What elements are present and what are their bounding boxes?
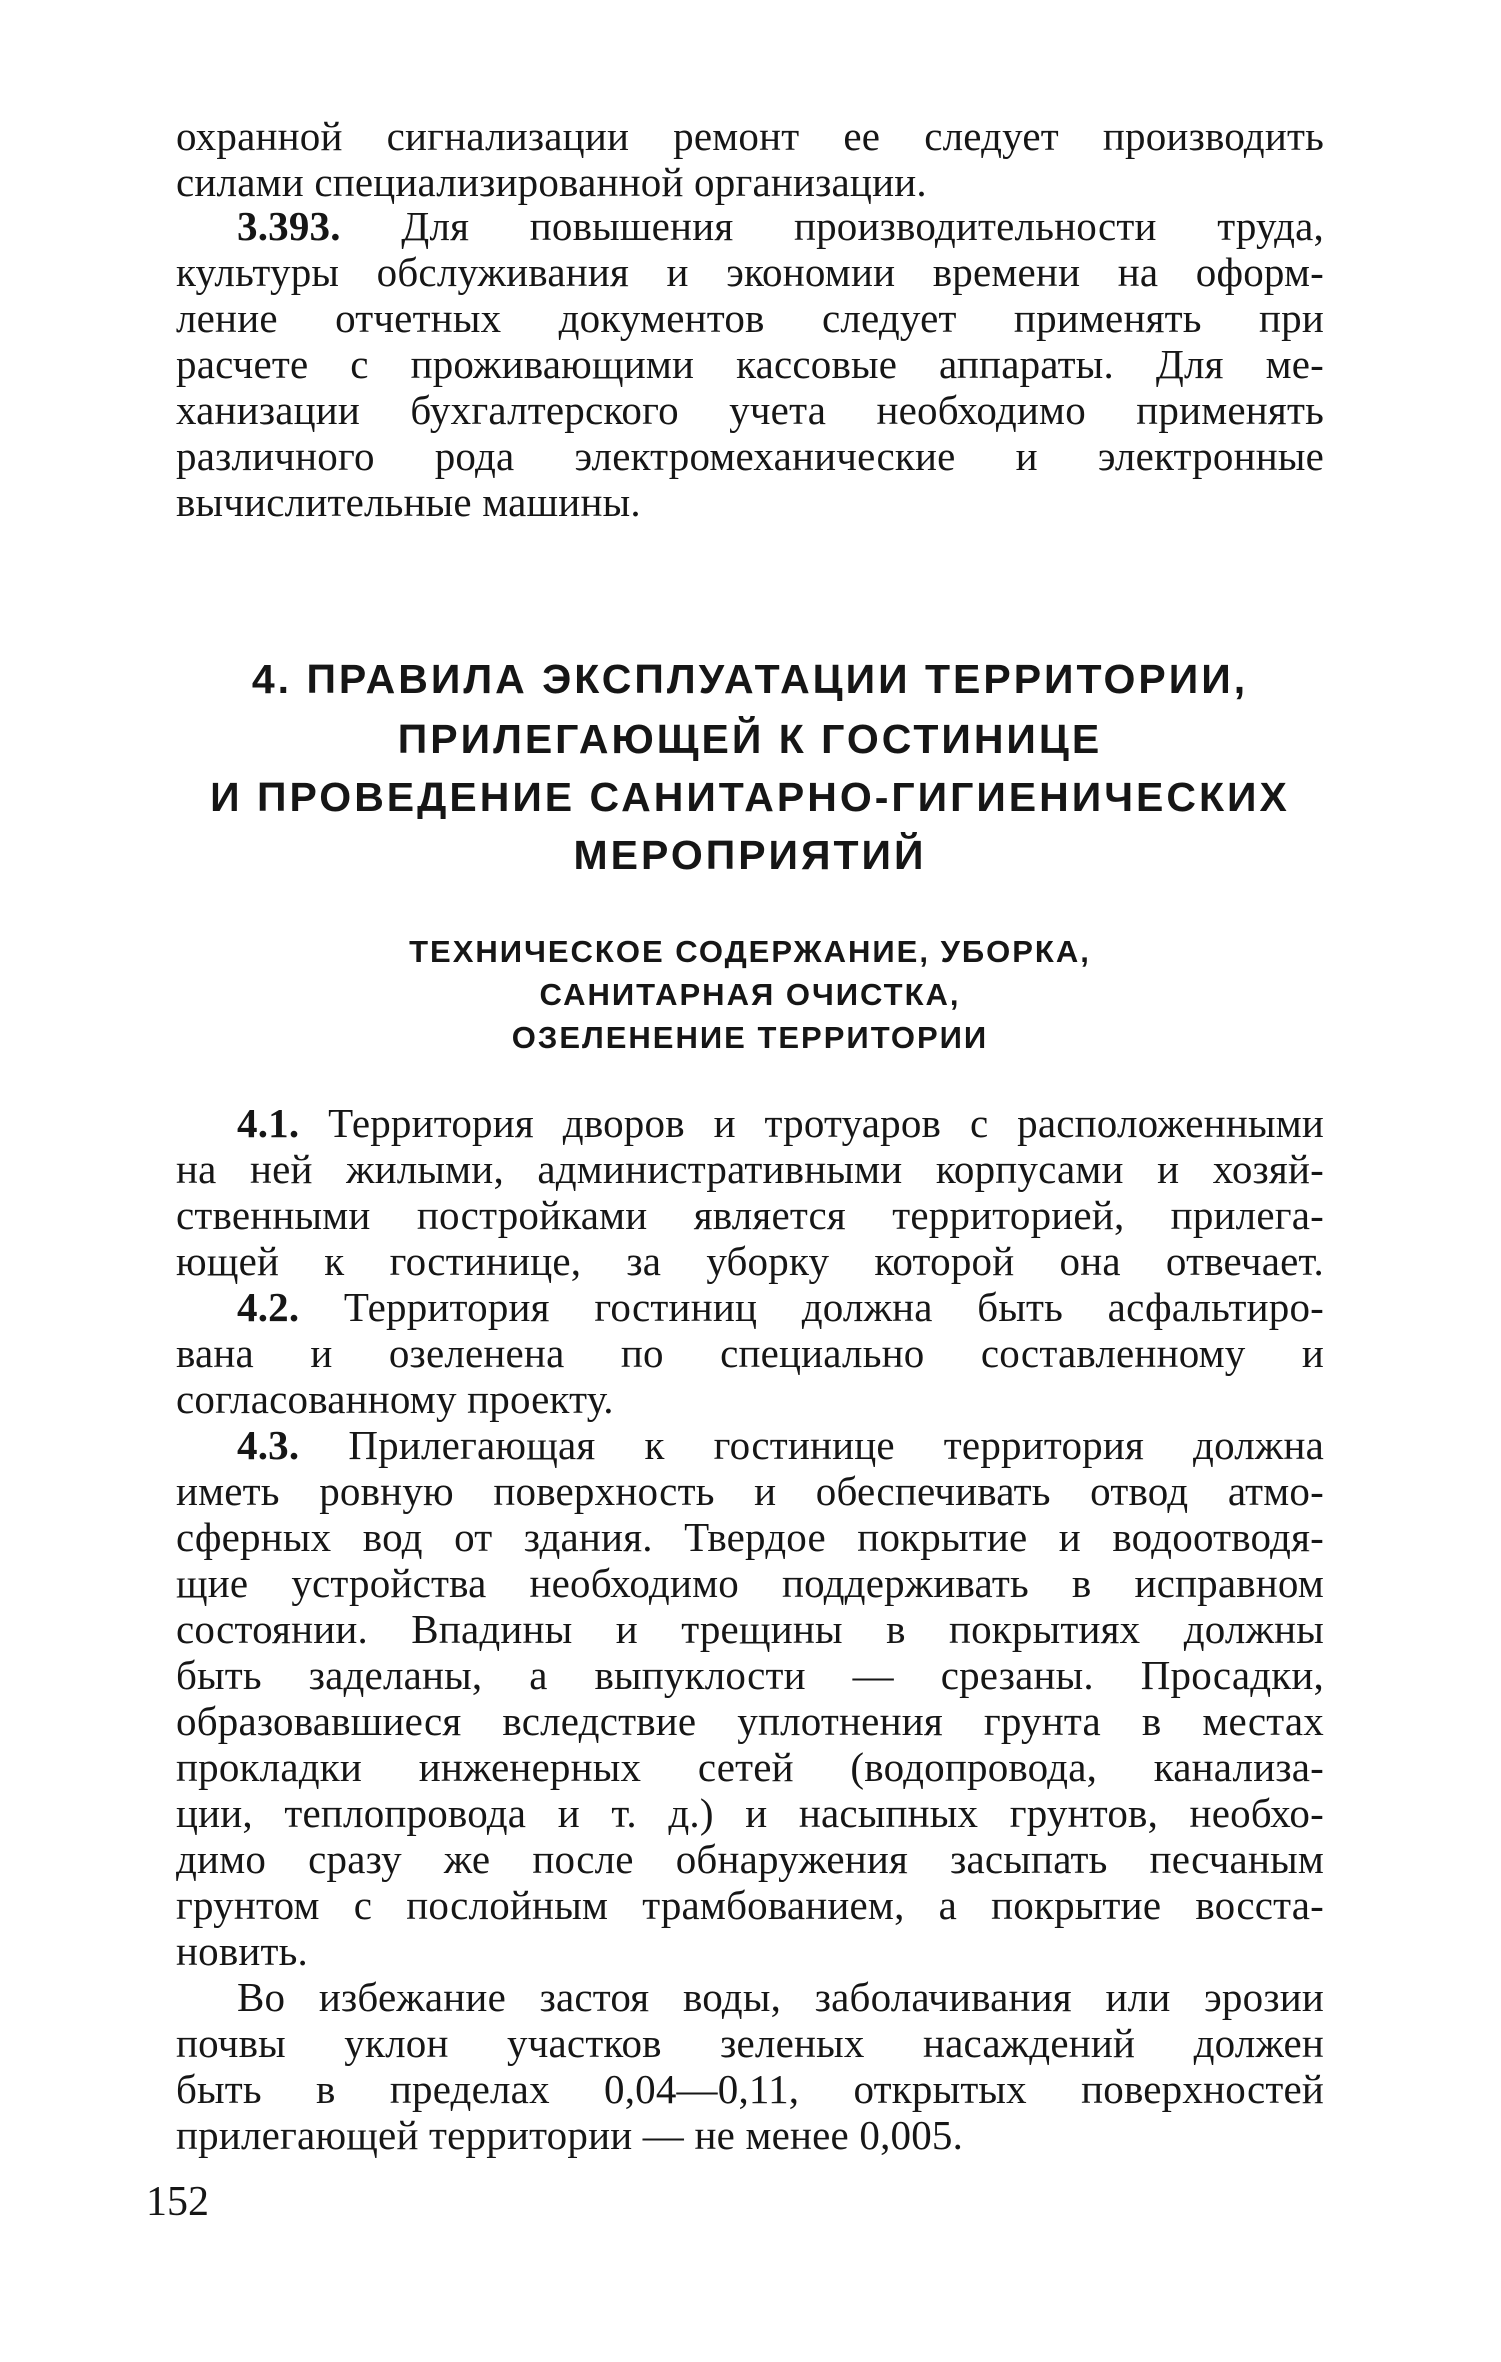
- body-text-line: согласованному проекту.: [176, 1376, 614, 1422]
- body-text-line: охранной сигнализации ремонт ее следует производить: [176, 113, 1324, 159]
- body-text-line: быть заделаны, а выпуклости — срезаны. Просадки,: [176, 1652, 1324, 1698]
- body-text-line: ции, теплопровода и т. д.) и насыпных грунтов, необхо-: [176, 1790, 1324, 1836]
- body-text-line: ющей к гостинице, за уборку которой она отвечает.: [176, 1238, 1324, 1284]
- paragraph-number: 4.2.: [237, 1284, 300, 1330]
- section-heading: САНИТАРНАЯ ОЧИСТКА,: [539, 977, 961, 1012]
- chapter-heading: И ПРОВЕДЕНИЕ САНИТАРНО-ГИГИЕНИЧЕСКИХ: [210, 774, 1290, 820]
- body-text: Для повышения производительности труда,: [401, 203, 1324, 249]
- body-text-line: прилегающей территории — не менее 0,005.: [176, 2112, 964, 2158]
- page-number: 152: [146, 2179, 209, 2225]
- paragraph-number: 4.1.: [237, 1100, 300, 1146]
- body-text-line: ление отчетных документов следует применять при: [176, 295, 1324, 341]
- body-text-line: новить.: [176, 1928, 309, 1974]
- body-text-line: расчете с проживающими кассовые аппараты. Для ме-: [176, 341, 1324, 387]
- body-text-line: вана и озеленена по специально составленному и: [176, 1330, 1324, 1376]
- paragraph-4-1-first-line: [237, 1100, 1324, 1146]
- body-text-line: на ней жилыми, административными корпусами и хозяй-: [176, 1146, 1324, 1192]
- paragraph-4-2-first-line: [237, 1284, 1324, 1330]
- body-text: Территория гостиниц должна быть асфальтиро-: [343, 1284, 1325, 1330]
- body-text-line: образовавшиеся вследствие уплотнения грунта в местах: [176, 1698, 1324, 1744]
- body-text-line: силами специализированной организации.: [176, 159, 927, 205]
- paragraph-4-3-first-line: [237, 1422, 1324, 1468]
- paragraph-number: 4.3.: [237, 1422, 300, 1468]
- body-text: Территория дворов и тротуаров с расположенными: [328, 1100, 1324, 1146]
- section-heading: ТЕХНИЧЕСКОЕ СОДЕРЖАНИЕ, УБОРКА,: [409, 934, 1091, 969]
- body-text-line: вычислительные машины.: [176, 479, 641, 525]
- body-text-line: иметь ровную поверхность и обеспечивать отвод атмо-: [176, 1468, 1324, 1514]
- body-text-line: грунтом с послойным трамбованием, а покрытие восста-: [176, 1882, 1324, 1928]
- paragraph-3393-first-line: [237, 203, 1324, 249]
- paragraph-number: 3.393.: [237, 203, 341, 249]
- body-text-line: состоянии. Впадины и трещины в покрытиях должны: [176, 1606, 1324, 1652]
- chapter-heading: МЕРОПРИЯТИЙ: [573, 832, 927, 878]
- chapter-heading: 4. ПРАВИЛА ЭКСПЛУАТАЦИИ ТЕРРИТОРИИ,: [251, 656, 1249, 702]
- body-text-line: ственными постройками является территорией, прилега-: [176, 1192, 1324, 1238]
- body-text-line: ханизации бухгалтерского учета необходимо применять: [176, 387, 1324, 433]
- body-text-line: щие устройства необходимо поддерживать в исправном: [176, 1560, 1324, 1606]
- body-text-line: сферных вод от здания. Твердое покрытие и водоотводя-: [176, 1514, 1324, 1560]
- body-text-line: почвы уклон участков зеленых насаждений должен: [176, 2020, 1324, 2066]
- body-text-line: Во избежание застоя воды, заболачивания или эрозии: [237, 1974, 1324, 2020]
- body-text-line: различного рода электромеханические и электронные: [176, 433, 1324, 479]
- body-text: Прилегающая к гостинице территория должна: [348, 1422, 1324, 1468]
- body-text-line: прокладки инженерных сетей (водопровода, канализа-: [176, 1744, 1324, 1790]
- body-text-line: быть в пределах 0,04—0,11, открытых поверхностей: [176, 2066, 1324, 2112]
- chapter-heading: ПРИЛЕГАЮЩЕЙ К ГОСТИНИЦЕ: [397, 716, 1103, 762]
- section-heading: ОЗЕЛЕНЕНИЕ ТЕРРИТОРИИ: [511, 1020, 989, 1055]
- body-text-line: димо сразу же после обнаружения засыпать песчаным: [176, 1836, 1324, 1882]
- body-text-line: культуры обслуживания и экономии времени на оформ-: [176, 249, 1324, 295]
